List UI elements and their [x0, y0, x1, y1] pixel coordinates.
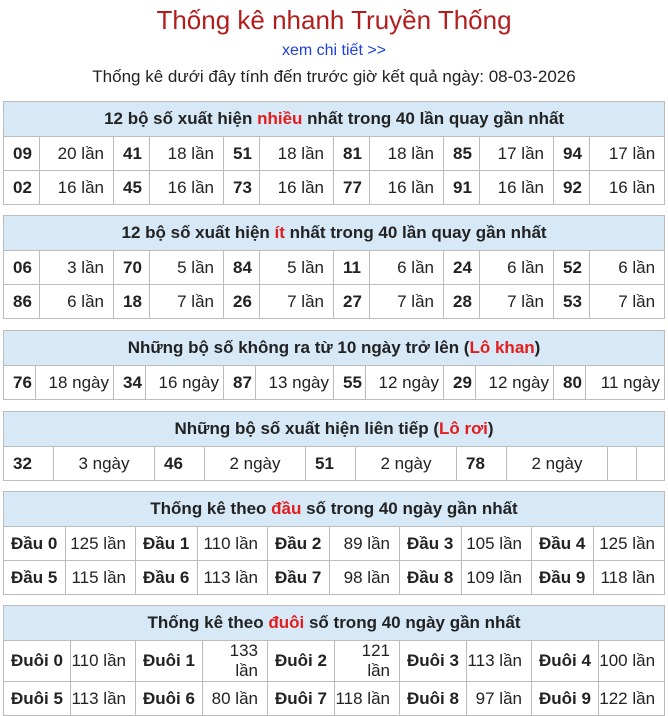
dau-count: 89 lần — [330, 527, 400, 561]
dau-heading — [4, 492, 665, 527]
duoi-count: 97 lần — [467, 682, 532, 716]
dau-count: 125 lần — [594, 527, 665, 561]
dau-label: Đầu 9 — [532, 561, 594, 595]
duoi-count: 113 lần — [71, 682, 136, 716]
heading-highlight: Lô rơi — [438, 419, 488, 438]
pair-count: 18 lần — [260, 137, 334, 171]
dau-label: Đầu 2 — [268, 527, 330, 561]
lo-roi-heading — [4, 412, 665, 447]
table-row — [4, 682, 665, 716]
pair-count: 7 lần — [590, 285, 665, 319]
pair-count: 16 lần — [590, 171, 665, 205]
dau-count: 113 lần — [198, 561, 268, 595]
lo-roi-table — [3, 411, 665, 481]
dau-count: 98 lần — [330, 561, 400, 595]
heading-text: Những bộ số không ra từ 10 ngày trở lên ( — [127, 338, 470, 357]
pair-number: 53 — [554, 285, 590, 319]
duoi-count: 118 lần — [335, 682, 400, 716]
dau-count: 110 lần — [198, 527, 268, 561]
dau-label: Đầu 5 — [4, 561, 66, 595]
pair-number: 41 — [114, 137, 150, 171]
pair-number: 18 — [114, 285, 150, 319]
pair-number: 51 — [224, 137, 260, 171]
pair-number: 26 — [224, 285, 260, 319]
table-row — [4, 366, 665, 400]
dau-count: 118 lần — [594, 561, 665, 595]
pair-count: 7 lần — [370, 285, 444, 319]
pair-number: 24 — [444, 251, 480, 285]
pair-count: 6 lần — [40, 285, 114, 319]
pair-number: 27 — [334, 285, 370, 319]
empty-cell — [608, 447, 637, 481]
detail-link-row — [0, 41, 668, 61]
pair-count: 18 lần — [370, 137, 444, 171]
pair-count: 5 lần — [150, 251, 224, 285]
days-count: 13 ngày — [256, 366, 334, 400]
dau-label: Đầu 6 — [136, 561, 198, 595]
heading-text: ) — [487, 419, 494, 438]
dau-label: Đầu 1 — [136, 527, 198, 561]
heading-text: số trong 40 ngày gần nhất — [304, 613, 521, 632]
pair-count: 16 lần — [480, 171, 554, 205]
duoi-label: Đuôi 8 — [400, 682, 467, 716]
pair-number: 86 — [4, 285, 40, 319]
pair-count: 16 lần — [150, 171, 224, 205]
pair-number: 87 — [224, 366, 256, 400]
table-row — [4, 527, 665, 561]
duoi-label: Đuôi 4 — [532, 641, 599, 682]
pair-number: 91 — [444, 171, 480, 205]
table-row — [4, 447, 665, 481]
pair-number: 85 — [444, 137, 480, 171]
pair-count: 7 lần — [260, 285, 334, 319]
table-row — [4, 641, 665, 682]
pair-number: 46 — [155, 447, 205, 481]
heading-text: Thống kê theo — [150, 499, 272, 518]
days-count: 11 ngày — [586, 366, 665, 400]
dau-label: Đầu 4 — [532, 527, 594, 561]
days-count: 2 ngày — [507, 447, 608, 481]
duoi-count: 133 lần — [203, 641, 268, 682]
lo-khan-table — [3, 330, 665, 400]
pair-number: 77 — [334, 171, 370, 205]
duoi-label: Đuôi 7 — [268, 682, 335, 716]
pair-number: 73 — [224, 171, 260, 205]
pair-number: 09 — [4, 137, 40, 171]
duoi-label: Đuôi 9 — [532, 682, 599, 716]
pair-number: 78 — [457, 447, 507, 481]
pair-number: 34 — [114, 366, 146, 400]
pair-number: 55 — [334, 366, 366, 400]
duoi-label: Đuôi 3 — [400, 641, 467, 682]
empty-cell — [637, 447, 665, 481]
duoi-count: 121 lần — [335, 641, 400, 682]
heading-highlight: nhiều — [257, 109, 303, 128]
pair-count: 5 lần — [260, 251, 334, 285]
dau-count: 115 lần — [66, 561, 136, 595]
pair-count: 16 lần — [370, 171, 444, 205]
duoi-count: 122 lần — [599, 682, 665, 716]
least-frequent-table — [3, 215, 665, 319]
pair-count: 17 lần — [480, 137, 554, 171]
pair-number: 94 — [554, 137, 590, 171]
duoi-count: 100 lần — [599, 641, 665, 682]
pair-count: 16 lần — [260, 171, 334, 205]
heading-highlight: đầu — [271, 499, 302, 518]
dau-label: Đầu 8 — [400, 561, 462, 595]
duoi-count: 113 lần — [467, 641, 532, 682]
pair-number: 92 — [554, 171, 590, 205]
pair-count: 18 lần — [150, 137, 224, 171]
cutoff-note: Thống kê dưới đây tính đến trước giờ kết quả ngày: 08-03-2026 — [92, 67, 576, 86]
pair-count: 6 lần — [370, 251, 444, 285]
heading-highlight: Lô khan — [469, 338, 535, 357]
pair-number: 84 — [224, 251, 260, 285]
duoi-label: Đuôi 5 — [4, 682, 71, 716]
dau-label: Đầu 0 — [4, 527, 66, 561]
pair-count: 16 lần — [40, 171, 114, 205]
table-row — [4, 251, 665, 285]
pair-number: 80 — [554, 366, 586, 400]
pair-number: 32 — [4, 447, 54, 481]
lo-khan-heading — [4, 331, 665, 366]
pair-count: 7 lần — [150, 285, 224, 319]
dau-label: Đầu 3 — [400, 527, 462, 561]
least-frequent-heading — [4, 216, 665, 251]
most-frequent-heading — [4, 102, 665, 137]
days-count: 12 ngày — [476, 366, 554, 400]
heading-text: nhất trong 40 lần quay gần nhất — [284, 223, 547, 242]
pair-count: 6 lần — [590, 251, 665, 285]
days-count: 2 ngày — [205, 447, 306, 481]
duoi-label: Đuôi 6 — [136, 682, 203, 716]
pair-count: 7 lần — [480, 285, 554, 319]
duoi-count: 80 lần — [203, 682, 268, 716]
pair-count: 20 lần — [40, 137, 114, 171]
table-row — [4, 137, 665, 171]
pair-number: 76 — [4, 366, 36, 400]
days-count: 16 ngày — [146, 366, 224, 400]
duoi-label: Đuôi 2 — [268, 641, 335, 682]
days-count: 2 ngày — [356, 447, 457, 481]
duoi-label: Đuôi 0 — [4, 641, 71, 682]
dau-count: 125 lần — [66, 527, 136, 561]
heading-text: Thống kê theo — [147, 613, 269, 632]
duoi-table — [3, 605, 665, 716]
pair-number: 51 — [306, 447, 356, 481]
heading-text: ) — [534, 338, 541, 357]
dau-count: 105 lần — [462, 527, 532, 561]
pair-number: 45 — [114, 171, 150, 205]
page-title: Thống kê nhanh Truyền Thống — [156, 5, 512, 35]
heading-text: 12 bộ số xuất hiện — [104, 109, 258, 128]
table-row — [4, 561, 665, 595]
duoi-label: Đuôi 1 — [136, 641, 203, 682]
pair-number: 52 — [554, 251, 590, 285]
pair-number: 81 — [334, 137, 370, 171]
days-count: 3 ngày — [54, 447, 155, 481]
dau-table — [3, 491, 665, 595]
heading-text: nhất trong 40 lần quay gần nhất — [302, 109, 565, 128]
duoi-heading — [4, 606, 665, 641]
pair-number: 70 — [114, 251, 150, 285]
most-frequent-table — [3, 101, 665, 205]
pair-number: 02 — [4, 171, 40, 205]
days-count: 18 ngày — [36, 366, 114, 400]
heading-text: số trong 40 ngày gần nhất — [301, 499, 518, 518]
days-count: 12 ngày — [366, 366, 444, 400]
dau-label: Đầu 7 — [268, 561, 330, 595]
pair-number: 11 — [334, 251, 370, 285]
dau-count: 109 lần — [462, 561, 532, 595]
table-row — [4, 285, 665, 319]
pair-count: 3 lần — [40, 251, 114, 285]
heading-highlight: đuôi — [268, 613, 305, 632]
table-row — [4, 171, 665, 205]
duoi-count: 110 lần — [71, 641, 136, 682]
pair-number: 29 — [444, 366, 476, 400]
heading-text: 12 bộ số xuất hiện — [121, 223, 275, 242]
heading-text: Những bộ số xuất hiện liên tiếp ( — [174, 419, 439, 438]
pair-count: 6 lần — [480, 251, 554, 285]
view-detail-link[interactable]: xem chi tiết >> — [281, 42, 387, 59]
pair-count: 17 lần — [590, 137, 665, 171]
heading-highlight: ít — [274, 223, 285, 242]
pair-number: 28 — [444, 285, 480, 319]
pair-number: 06 — [4, 251, 40, 285]
